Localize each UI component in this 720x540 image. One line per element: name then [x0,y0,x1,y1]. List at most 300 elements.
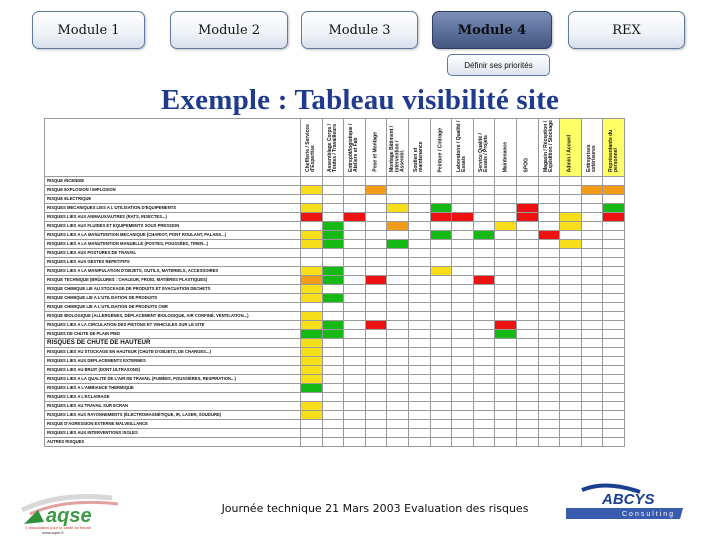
risk-cell [408,186,430,195]
risk-label: RISQUES LIES AU BRUIT (DONT ULTRASONS) [45,366,301,375]
table-row [45,357,625,366]
risk-cell [344,258,366,267]
risk-cell [387,186,409,195]
risk-cell [603,222,625,231]
risk-cell [495,321,517,330]
risk-cell [495,195,517,204]
risk-cell [516,348,538,357]
risk-cell [344,312,366,321]
risk-cell [603,285,625,294]
risk-cell [322,312,344,321]
table-row [45,294,625,303]
risk-cell [387,393,409,402]
risk-cell [516,213,538,222]
risk-cell [452,384,474,393]
risk-cell [581,366,603,375]
risk-cell [322,249,344,258]
risk-cell [344,249,366,258]
risk-cell [408,285,430,294]
risk-cell [603,231,625,240]
risk-cell [473,321,495,330]
risk-cell [560,204,582,213]
risk-cell [408,330,430,339]
risk-cell [365,312,387,321]
tab-module-2[interactable]: Module 2 [170,11,288,49]
risk-cell [430,312,452,321]
risk-cell [344,384,366,393]
risk-cell [365,258,387,267]
footer-text: Journée technique 21 Mars 2003 Evaluation des risques [221,502,529,515]
risk-cell [495,276,517,285]
risk-cell [430,366,452,375]
risk-cell [430,276,452,285]
risk-cell [516,240,538,249]
column-header [538,119,560,177]
table-row [45,231,625,240]
risk-cell [560,177,582,186]
risk-cell [603,330,625,339]
risk-cell [430,393,452,402]
risk-cell [560,222,582,231]
risk-cell [344,321,366,330]
risk-cell [473,429,495,438]
risk-cell [495,285,517,294]
risk-cell [344,366,366,375]
risk-label: RISQUE ELECTRIQUE [45,195,301,204]
risk-cell [322,393,344,402]
risk-cell [581,204,603,213]
risk-cell [452,393,474,402]
risk-cell [516,429,538,438]
risk-cell [538,375,560,384]
risk-cell [452,177,474,186]
risk-cell [516,411,538,420]
risk-cell [560,429,582,438]
column-header-label: Assemblage Corps / Toutes / Travailleurs [326,123,338,172]
risk-cell [365,429,387,438]
table-row [45,402,625,411]
table-row [45,339,625,348]
risk-cell [495,411,517,420]
risk-cell [408,177,430,186]
risk-cell [344,429,366,438]
risk-cell [301,303,323,312]
table-row [45,420,625,429]
risk-cell [387,375,409,384]
risk-label: RISQUES DE CHUTE DE HAUTEUR [45,339,301,348]
table-row [45,222,625,231]
risk-cell [430,438,452,447]
risk-cell [560,195,582,204]
risk-cell [387,312,409,321]
risk-cell [581,375,603,384]
risk-cell [516,420,538,429]
risk-cell [560,231,582,240]
risk-cell [322,267,344,276]
risk-cell [322,357,344,366]
risk-cell [344,375,366,384]
risk-cell [560,384,582,393]
column-header [365,119,387,177]
risk-label: RISQUES LIES AU STOCKAGE EN HAUTEUR (CHUTE D'OBJETS, DE CHARGES...) [45,348,301,357]
risk-label: RISQUES LIES AUX FLUIDES ET EQUIPEMENTS SOUS PRESSION [45,222,301,231]
risk-cell [495,330,517,339]
risk-cell [430,429,452,438]
risk-cell [516,339,538,348]
risk-cell [408,357,430,366]
risk-cell [603,258,625,267]
risk-cell [581,348,603,357]
risk-cell [495,177,517,186]
column-header-label: Peinture / Cintrage [437,127,444,172]
risk-cell [603,348,625,357]
tab-rex[interactable]: REX [568,11,685,49]
risk-cell [495,240,517,249]
risk-cell [473,276,495,285]
risk-cell [581,195,603,204]
risk-cell [516,249,538,258]
risk-cell [473,348,495,357]
table-row [45,177,625,186]
risk-cell [603,384,625,393]
risk-cell [387,213,409,222]
risk-cell [301,393,323,402]
risk-cell [387,195,409,204]
risk-cell [322,348,344,357]
tab-module-3[interactable]: Module 3 [301,11,418,49]
risk-cell [452,429,474,438]
aqse-url: www.aqse.fr [42,530,64,535]
risk-cell [344,222,366,231]
column-header [301,119,323,177]
risk-cell [387,303,409,312]
risk-cell [473,366,495,375]
risk-cell [581,249,603,258]
risk-cell [387,204,409,213]
risk-cell [452,411,474,420]
risk-cell [581,186,603,195]
risk-cell [581,330,603,339]
column-header-label: Entreprises extérieures [585,144,598,172]
table-row [45,348,625,357]
risk-cell [365,438,387,447]
risk-cell [560,411,582,420]
risk-cell [322,429,344,438]
risk-cell [538,384,560,393]
risk-cell [581,303,603,312]
risk-cell [408,339,430,348]
risk-cell [495,384,517,393]
risk-cell [408,411,430,420]
risk-cell [560,258,582,267]
risk-cell [365,303,387,312]
risk-cell [387,294,409,303]
risk-cell [430,375,452,384]
risk-cell [365,249,387,258]
risk-cell [473,420,495,429]
risk-cell [452,402,474,411]
risk-cell [365,393,387,402]
risk-cell [560,393,582,402]
risk-cell [322,294,344,303]
risk-cell [581,222,603,231]
risk-cell [408,231,430,240]
risk-cell [452,195,474,204]
risk-cell [344,240,366,249]
risk-cell [516,384,538,393]
risk-cell [516,195,538,204]
risk-cell [452,186,474,195]
risk-cell [495,375,517,384]
risk-cell [387,384,409,393]
risk-cell [365,420,387,429]
risk-cell [581,258,603,267]
risk-cell [430,384,452,393]
risk-cell [387,420,409,429]
risk-cell [322,222,344,231]
risk-label: RISQUES LIES AUX RAYONNEMENTS (ÉLECTROMAGNÉTIQUE, IR, LASER, SOUDURE) [45,411,301,420]
risk-label: RISQUES MECANIQUES LIES A L'UTILISATION D'EQUIPEMENTS [45,204,301,213]
risk-cell [322,204,344,213]
risk-cell [603,195,625,204]
abcys-logo [566,482,694,526]
risk-label: RISQUE CHIMIQUE LIE A L'UTILISATION DE PRODUITS CMR [45,303,301,312]
risk-cell [538,438,560,447]
risk-cell [408,384,430,393]
risk-cell [603,429,625,438]
risk-cell [516,294,538,303]
table-row [45,213,625,222]
risk-cell [301,366,323,375]
risk-cell [301,411,323,420]
column-header-label: Soutien et maintenance [413,141,425,172]
table-row [45,186,625,195]
risk-label: RISQUES LIES A LA QUALITE DE L'AIR DE TRAVAIL (FUMÉES, POUSSIÈRES, RESPIRATION...) [45,375,301,384]
risk-cell [301,375,323,384]
risk-cell [430,285,452,294]
risk-label: RISQUES LIES AUX GESTES REPETITIFS [45,258,301,267]
risk-cell [387,285,409,294]
risk-cell [408,429,430,438]
risk-cell [301,222,323,231]
risk-cell [538,177,560,186]
risk-cell [603,213,625,222]
risk-cell [473,357,495,366]
table-row [45,366,625,375]
risk-cell [387,330,409,339]
risk-cell [365,384,387,393]
risk-cell [344,339,366,348]
risk-cell [538,231,560,240]
risk-cell [495,438,517,447]
risk-cell [344,303,366,312]
risk-label: RISQUE D'AGRESSION EXTERNE MALVEILLANCE [45,420,301,429]
risk-cell [387,249,409,258]
risk-cell [495,186,517,195]
risk-cell [560,420,582,429]
risk-cell [495,204,517,213]
risk-cell [495,393,517,402]
risk-label: RISQUES LIES AUX ANIMAUX/AUTRES (RATS, INSECTES...) [45,213,301,222]
risk-cell [603,240,625,249]
column-header [495,119,517,177]
risk-cell [452,258,474,267]
risk-cell [452,375,474,384]
risk-cell [430,177,452,186]
risk-cell [365,204,387,213]
risk-cell [603,204,625,213]
risk-cell [430,303,452,312]
risk-cell [301,402,323,411]
risk-cell [452,303,474,312]
risk-cell [603,276,625,285]
risk-cell [387,321,409,330]
table-row [45,411,625,420]
risk-cell [538,393,560,402]
column-header [452,119,474,177]
risk-cell [322,411,344,420]
risk-cell [516,186,538,195]
table-row [45,267,625,276]
risk-cell [430,348,452,357]
risk-cell [301,204,323,213]
risk-cell [452,330,474,339]
risk-cell [581,177,603,186]
column-header-label: Représentants du personnel [607,129,619,172]
risk-cell [301,294,323,303]
risk-cell [495,222,517,231]
risk-cell [452,285,474,294]
column-header [322,119,344,177]
column-header [344,119,366,177]
risk-cell [560,303,582,312]
risk-cell [581,339,603,348]
risk-cell [387,339,409,348]
risk-cell [516,375,538,384]
risk-cell [387,438,409,447]
risk-cell [344,213,366,222]
column-header-label: Maintenance [502,141,509,172]
risk-cell [603,402,625,411]
subtab-definir-priorites[interactable]: Définir ses priorités [447,54,550,76]
risk-label: RISQUES LIES A L'AMBIANCE THERMIQUE [45,384,301,393]
risk-cell [538,321,560,330]
risk-cell [560,438,582,447]
table-row [45,438,625,447]
risk-cell [344,204,366,213]
risk-cell [301,321,323,330]
risk-cell [430,186,452,195]
risk-cell [538,267,560,276]
column-header [560,119,582,177]
aqse-tagline: L'association pour la santé au travail [26,525,91,530]
risk-label: RISQUES LIES A LA MANIPULATION D'OBJETS, OUTILS, MATERIELS, ACCESSOIRES [45,267,301,276]
risk-cell [538,276,560,285]
risk-cell [452,213,474,222]
risk-label: RISQUE BIOLOGIQUE (ALLERGÈNES, DÉPLACEMENT BIOLOGIQUE, AIR CONFINÉ, VENTILATION...) [45,312,301,321]
risk-cell [560,285,582,294]
risk-cell [430,330,452,339]
risk-cell [365,285,387,294]
column-header [408,119,430,177]
column-header-label: Montage Bâtiment / Intervention / Assembl. [388,125,406,172]
risk-cell [560,375,582,384]
risk-cell [452,339,474,348]
risk-cell [473,186,495,195]
risk-cell [516,177,538,186]
risk-cell [538,339,560,348]
risk-cell [603,339,625,348]
aqse-wordmark: aqse [46,505,92,527]
risk-cell [538,186,560,195]
risk-cell [560,339,582,348]
risk-cell [322,186,344,195]
table-row [45,249,625,258]
risk-cell [473,204,495,213]
risk-cell [473,258,495,267]
risk-cell [516,303,538,312]
risk-cell [538,366,560,375]
risk-cell [430,249,452,258]
risk-cell [581,267,603,276]
risk-cell [581,213,603,222]
risk-cell [452,366,474,375]
tab-module-4[interactable]: Module 4 [432,11,552,49]
risk-cell [322,231,344,240]
risk-cell [387,348,409,357]
risk-cell [581,411,603,420]
risk-cell [387,267,409,276]
risk-cell [322,402,344,411]
risk-cell [365,213,387,222]
risk-cell [430,222,452,231]
risk-cell [560,267,582,276]
table-row [45,384,625,393]
risk-cell [322,285,344,294]
risk-cell [430,294,452,303]
risk-cell [560,186,582,195]
risk-cell [473,285,495,294]
column-header-label: Laboratoire / Qualité / Essais [456,120,468,172]
risk-cell [603,267,625,276]
risk-label: RISQUE CHIMIQUE LIE AU STOCKAGE DE PRODUITS ET EVACUATION DECHETS [45,285,301,294]
risk-label: RISQUE EXPLOSION / IMPLOSION [45,186,301,195]
column-header-label: SPOG [523,157,530,172]
risk-cell [430,267,452,276]
risk-cell [452,294,474,303]
risk-cell [344,285,366,294]
risk-cell [538,195,560,204]
risk-label: RISQUE TECHNIQUE (BRÛLURES : CHALEUR, FROID, MATIÈRES PLASTIQUES) [45,276,301,285]
risk-cell [581,321,603,330]
risk-cell [301,240,323,249]
risk-cell [603,357,625,366]
risk-cell [538,411,560,420]
risk-cell [387,231,409,240]
tab-module-1[interactable]: Module 1 [32,11,145,49]
risk-cell [473,267,495,276]
column-header [430,119,452,177]
risk-cell [430,258,452,267]
table-row [45,276,625,285]
risk-cell [344,411,366,420]
risk-cell [365,357,387,366]
risk-cell [560,330,582,339]
risk-cell [365,339,387,348]
risk-cell [344,276,366,285]
risk-cell [387,276,409,285]
risk-cell [538,249,560,258]
